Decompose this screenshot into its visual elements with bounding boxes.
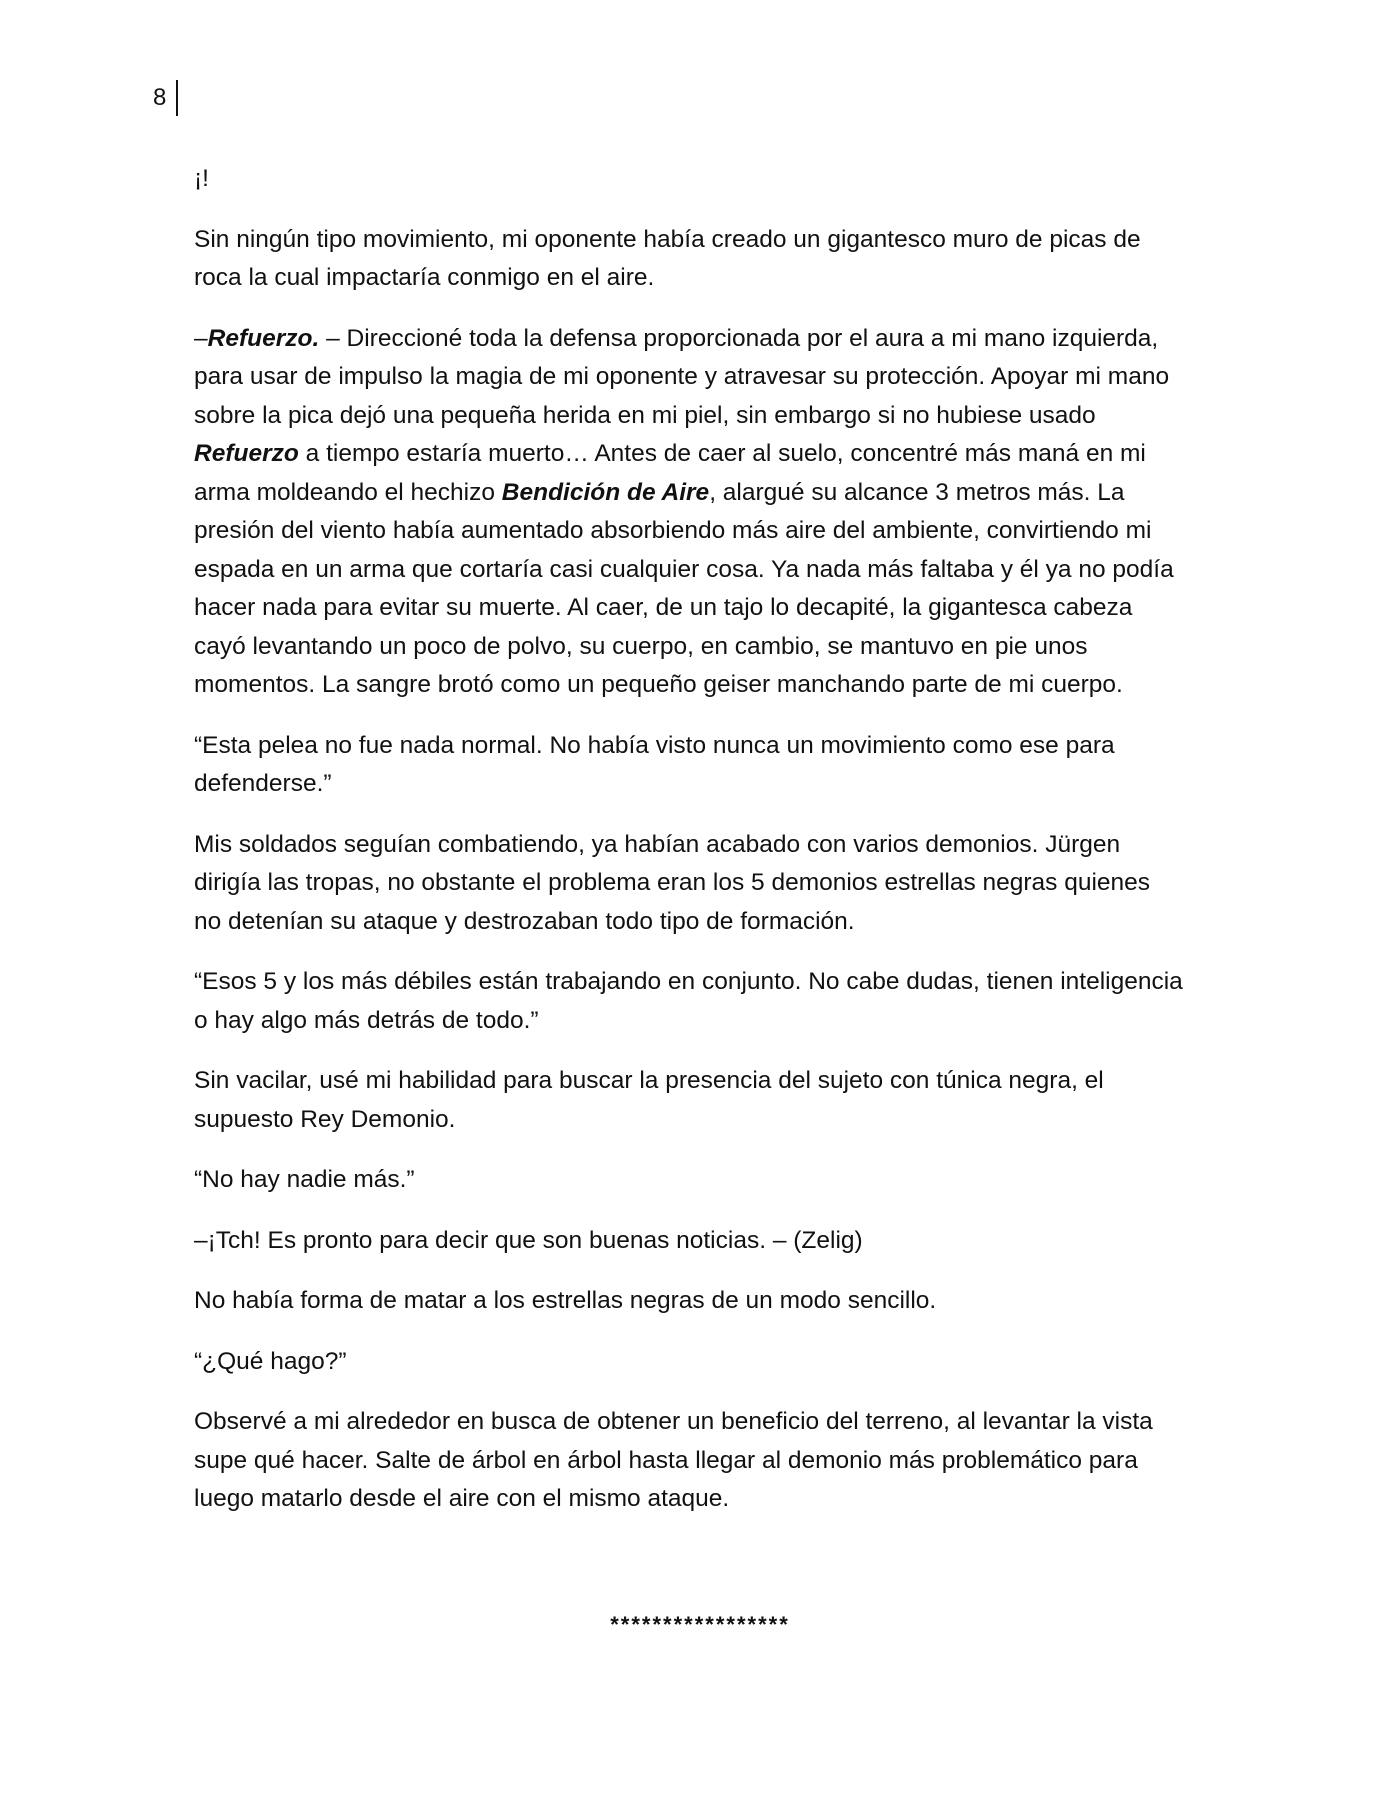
paragraph-4 bbox=[194, 727, 1234, 804]
text-line: dirigía las tropas, no obstante el problema eran los 5 demonios estrellas negras quienes bbox=[194, 869, 1151, 896]
text-line: para usar de impulso la magia de mi oponente y atravesar su protección. Apoyar mi mano bbox=[194, 363, 1170, 390]
text-line: “Esos 5 y los más débiles están trabajando en conjunto. No cabe dudas, tienen inteligencia bbox=[194, 968, 1183, 995]
text-line: cayó levantando un poco de polvo, su cuerpo, en cambio, se mantuvo en pie unos bbox=[194, 632, 1088, 660]
text-line: ¡! bbox=[194, 165, 209, 192]
text-line: Mis soldados seguían combatiendo, ya habían acabado con varios demonios. Jürgen bbox=[194, 830, 1121, 858]
page-header bbox=[153, 80, 178, 116]
paragraph-9 bbox=[194, 1222, 1234, 1261]
text-line: luego matarlo desde el aire con el mismo ataque. bbox=[194, 1485, 730, 1512]
text-line: Observé a mi alrededor en busca de obtener un beneficio del terreno, al levantar la vista bbox=[194, 1408, 1153, 1435]
paragraph-7 bbox=[194, 1062, 1234, 1139]
document-body bbox=[194, 160, 1234, 1541]
dash: – bbox=[194, 324, 208, 352]
paragraph-6 bbox=[194, 963, 1234, 1040]
text-line: momentos. La sangre brotó como un pequeño geiser manchando parte de mi cuerpo. bbox=[194, 671, 1123, 698]
text-line bbox=[194, 320, 1234, 359]
text-line: espada en un arma que cortaría casi cualquier cosa. Ya nada más faltaba y él ya no podía bbox=[194, 555, 1174, 583]
scene-separator: ***************** bbox=[610, 1612, 790, 1637]
spell-term-refuerzo: Refuerzo bbox=[194, 440, 299, 467]
header-divider bbox=[176, 80, 178, 116]
text-line: Sin ningún tipo movimiento, mi oponente había creado un gigantesco muro de picas de bbox=[194, 225, 1141, 253]
text-line: supuesto Rey Demonio. bbox=[194, 1105, 456, 1133]
spell-term-bendicion-de-aire: Bendición de Aire bbox=[501, 478, 710, 506]
text-line: Sin vacilar, usé mi habilidad para buscar la presencia del sujeto con túnica negra, el bbox=[194, 1067, 1104, 1094]
paragraph-12 bbox=[194, 1403, 1234, 1519]
text-line: no detenían su ataque y destrozaban todo tipo de formación. bbox=[194, 907, 855, 935]
paragraph-3 bbox=[194, 320, 1234, 705]
text-run: – Direccioné toda la defensa proporcionada por el aura a mi mano izquierda, bbox=[319, 324, 1159, 352]
text-line: presión del viento había aumentado absorbiendo más aire del ambiente, convirtiendo mi bbox=[194, 517, 1152, 544]
text-run: arma moldeando el hechizo bbox=[194, 478, 502, 506]
text-line: “¿Qué hago?” bbox=[194, 1347, 347, 1375]
text-run: , alargué su alcance 3 metros más. La bbox=[709, 478, 1125, 506]
paragraph-5 bbox=[194, 826, 1234, 942]
text-line: –¡Tch! Es pronto para decir que son buenas noticias. – (Zelig) bbox=[194, 1226, 863, 1254]
text-line: No había forma de matar a los estrellas negras de un modo sencillo. bbox=[194, 1287, 937, 1314]
text-line: roca la cual impactaría conmigo en el aire. bbox=[194, 264, 655, 291]
paragraph-2 bbox=[194, 221, 1234, 298]
paragraph-8 bbox=[194, 1161, 1234, 1200]
text-line: hacer nada para evitar su muerte. Al caer, de un tajo lo decapité, la gigantesca cabeza bbox=[194, 594, 1133, 621]
text-line bbox=[194, 435, 1234, 474]
text-line: “Esta pelea no fue nada normal. No había visto nunca un movimiento como ese para bbox=[194, 731, 1115, 759]
text-line: o hay algo más detrás de todo.” bbox=[194, 1006, 539, 1034]
text-run: a tiempo estaría muerto… Antes de caer al suelo, concentré más maná en mi bbox=[298, 440, 1146, 467]
text-line: defenderse.” bbox=[194, 770, 332, 797]
text-line: supe qué hacer. Salte de árbol en árbol hasta llegar al demonio más problemático para bbox=[194, 1446, 1138, 1474]
text-line: sobre la pica dejó una pequeña herida en mi piel, sin embargo si no hubiese usado bbox=[194, 401, 1096, 429]
spell-term-refuerzo: Refuerzo. bbox=[207, 324, 320, 352]
text-line bbox=[194, 474, 1234, 513]
page-number: 8 bbox=[153, 84, 167, 111]
text-line: “No hay nadie más.” bbox=[194, 1166, 415, 1193]
paragraph-1 bbox=[194, 160, 1234, 199]
paragraph-11 bbox=[194, 1343, 1234, 1382]
paragraph-10 bbox=[194, 1282, 1234, 1321]
